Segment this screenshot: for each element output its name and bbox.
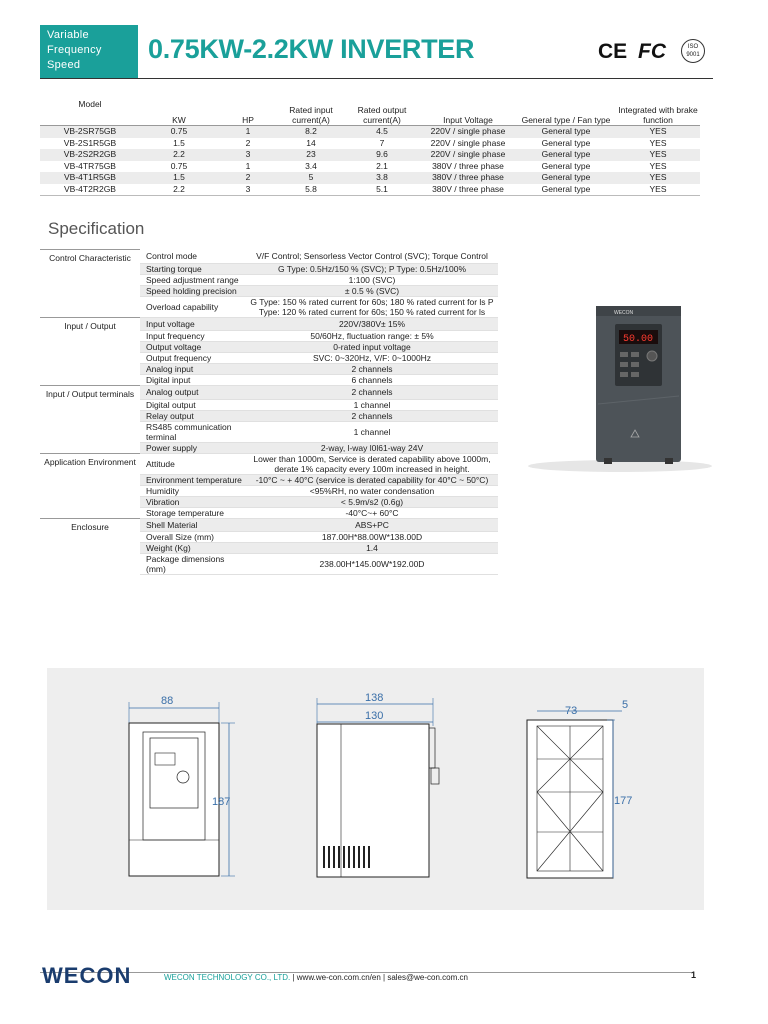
spec-row <box>40 250 498 264</box>
table-cell: 3.4 <box>305 160 317 171</box>
back-width-label: 73 <box>565 705 578 717</box>
spec-category <box>40 554 140 575</box>
footer-links[interactable]: | www.we-con.com.cn/en | sales@we-con.com.cn <box>290 973 468 982</box>
ce-mark-icon: CE <box>598 40 628 63</box>
spec-parameter: Power supply <box>140 442 246 453</box>
spec-category <box>40 263 140 274</box>
table-cell: YES <box>616 149 700 161</box>
table-cell: General type <box>516 149 616 161</box>
spec-category <box>40 532 140 543</box>
table-cell: 14 <box>306 137 316 148</box>
spec-value: < 5.9m/s2 (0.6g) <box>246 496 498 507</box>
table-cell: 1 <box>218 126 278 138</box>
spec-category <box>40 375 140 386</box>
spec-value: 2 channels <box>246 386 498 400</box>
inverter-foot <box>604 458 612 464</box>
spec-parameter: Speed holding precision <box>140 285 246 296</box>
spec-parameter: RS485 communication terminal <box>140 421 246 442</box>
spec-value: ABS+PC <box>246 518 498 532</box>
spec-value: -40°C~+ 60°C <box>246 507 498 518</box>
spec-value: Lower than 1000m, Service is derated capability above 1000m, derate 1% capacity every 100m increased in height. <box>246 453 498 474</box>
spec-value: 6 channels <box>246 375 498 386</box>
table-row <box>40 184 700 196</box>
spec-category <box>40 285 140 296</box>
led-display-value: 50.00 <box>623 334 654 345</box>
table-row <box>40 161 700 173</box>
front-height-label: 187 <box>212 796 231 808</box>
table-cell: 220V / single phase <box>420 149 516 161</box>
spec-row <box>40 485 498 496</box>
spec-value: 2-way, l-way l0l61-way 24V <box>246 442 498 453</box>
spec-value: 1.4 <box>246 543 498 554</box>
table-cell: 220V / single phase <box>420 126 516 138</box>
side-connector <box>431 768 439 784</box>
page-title: 0.75KW-2.2KW INVERTER <box>148 34 475 64</box>
keypad-button-icon <box>620 352 628 357</box>
table-cell: 3 <box>218 149 278 161</box>
spec-parameter: Analog input <box>140 364 246 375</box>
table-cell: VB-4T2R2GB <box>40 184 140 196</box>
table-row <box>40 149 700 161</box>
table-cell: 5 <box>278 172 344 184</box>
side-protrusion <box>429 728 435 768</box>
spec-parameter: Shell Material <box>140 518 246 532</box>
spec-row <box>40 421 498 442</box>
table-cell: YES <box>616 184 700 196</box>
spec-category <box>40 296 140 317</box>
side-view-drawing <box>317 692 439 877</box>
spec-value: ± 0.5 % (SVC) <box>246 285 498 296</box>
spec-row <box>40 386 498 400</box>
spec-value: G Type: 0.5Hz/150 % (SVC); P Type: 0.5Hz/100% <box>246 263 498 274</box>
spec-row <box>40 474 498 485</box>
spec-row <box>40 274 498 285</box>
spec-parameter: Package dimensions (mm) <box>140 554 246 575</box>
spec-category <box>40 364 140 375</box>
spec-value: <95%RH, no water condensation <box>246 485 498 496</box>
page-number: 1 <box>691 970 697 980</box>
spec-value: 1 channel <box>246 399 498 410</box>
spec-category <box>40 507 140 518</box>
spec-row <box>40 263 498 274</box>
table-row <box>40 138 700 150</box>
table-cell: 4.5 <box>344 126 420 138</box>
model-table <box>40 97 700 196</box>
spec-category <box>40 474 140 485</box>
spec-row <box>40 285 498 296</box>
spec-category: Application Environment <box>40 453 140 474</box>
back-offset-label: 5 <box>622 699 629 711</box>
table-cell: 380V / three phase <box>420 172 516 184</box>
spec-row <box>40 331 498 342</box>
spec-parameter: Humidity <box>140 485 246 496</box>
table-row <box>40 172 700 184</box>
logo-text: WECON <box>42 963 132 988</box>
table-cell: General type <box>516 184 616 196</box>
spec-row <box>40 353 498 364</box>
table-cell: 0.75 <box>140 126 218 138</box>
table-cell: VB-2SR75GB <box>40 126 140 138</box>
spec-value: SVC: 0~320Hz, V/F: 0~1000Hz <box>246 353 498 364</box>
back-view-drawing <box>527 699 632 878</box>
table-cell: VB-2S2R2GB <box>40 149 140 161</box>
dimension-drawings <box>47 668 704 910</box>
spec-category <box>40 543 140 554</box>
table-cell: 1 <box>245 160 251 171</box>
col-header: Rated output current(A) <box>357 105 407 125</box>
table-cell: YES <box>649 137 667 148</box>
table-cell: General type <box>541 137 591 148</box>
back-height-label: 177 <box>614 795 633 807</box>
spec-value: 238.00H*145.00W*192.00D <box>246 554 498 575</box>
spec-row <box>40 317 498 331</box>
keypad-button-icon <box>631 362 639 367</box>
spec-row <box>40 375 498 386</box>
table-cell: VB-4TR75GB <box>64 160 116 171</box>
spec-category <box>40 342 140 353</box>
specification-table <box>40 249 498 575</box>
table-cell: 2.2 <box>140 184 218 196</box>
spec-row <box>40 554 498 575</box>
spec-parameter: Input frequency <box>140 331 246 342</box>
spec-value: 2 channels <box>246 364 498 375</box>
model-table-header <box>40 97 700 126</box>
table-cell: 2.1 <box>376 160 388 171</box>
spec-parameter: Weight (Kg) <box>140 543 246 554</box>
spec-row <box>40 442 498 453</box>
spec-row <box>40 518 498 532</box>
table-cell: 1.5 <box>173 137 185 148</box>
inverter-top-cap <box>596 306 681 316</box>
spec-row <box>40 410 498 421</box>
table-cell: 2 <box>245 137 251 148</box>
spec-row <box>40 532 498 543</box>
spec-row <box>40 296 498 317</box>
spec-value: 187.00H*88.00W*138.00D <box>246 532 498 543</box>
spec-parameter: Vibration <box>140 496 246 507</box>
spec-row <box>40 507 498 518</box>
spec-category: Enclosure <box>40 518 140 532</box>
category-line-1: Variable <box>47 29 89 41</box>
table-cell: 3.8 <box>344 172 420 184</box>
inverter-product-image <box>520 300 720 475</box>
table-cell: 2.2 <box>140 149 218 161</box>
spec-parameter: Overload capability <box>140 296 246 317</box>
spec-category: Input / Output terminals <box>40 386 140 400</box>
keypad-knob-icon <box>647 351 657 361</box>
spec-value: 1 channel <box>246 421 498 442</box>
spec-category <box>40 485 140 496</box>
spec-parameter: Output frequency <box>140 353 246 364</box>
col-header: HP <box>242 115 254 125</box>
table-cell: 1.5 <box>140 172 218 184</box>
footer-company: WECON TECHNOLOGY CO., LTD. <box>164 973 291 982</box>
table-cell: 7 <box>379 137 385 148</box>
spec-parameter: Environment temperature <box>140 474 246 485</box>
header-divider <box>40 78 713 79</box>
spec-parameter: Overall Size (mm) <box>140 532 246 543</box>
spec-parameter: Input voltage <box>140 317 246 331</box>
spec-row <box>40 399 498 410</box>
spec-category: Control Characteristic <box>40 250 140 264</box>
side-depth-outer-label: 138 <box>365 692 384 704</box>
col-header: Input Voltage <box>443 115 493 125</box>
spec-value: -10°C ~ + 40°C (service is derated capability for 40°C ~ 50°C) <box>246 474 498 485</box>
table-cell: 0.75 <box>170 160 188 171</box>
spec-category <box>40 421 140 442</box>
spec-category <box>40 410 140 421</box>
table-row <box>40 126 700 138</box>
iso-certification-icon: ISO 9001 <box>681 39 705 63</box>
table-cell: 2 <box>218 172 278 184</box>
spec-parameter: Digital input <box>140 375 246 386</box>
spec-row <box>40 364 498 375</box>
front-view-outline <box>129 723 219 876</box>
front-width-label: 88 <box>161 695 174 707</box>
spec-row <box>40 342 498 353</box>
table-cell: General type <box>541 160 591 171</box>
spec-category: Input / Output <box>40 317 140 331</box>
col-header: Rated input current(A) <box>289 105 333 125</box>
table-cell: 3 <box>218 184 278 196</box>
footer-contact <box>164 973 468 982</box>
keypad-button-icon <box>631 352 639 357</box>
table-cell: 5.8 <box>278 184 344 196</box>
spec-value: 50/60Hz, fluctuation range: ± 5% <box>246 331 498 342</box>
front-view-drawing <box>129 695 235 876</box>
category-line-3: Speed <box>47 59 81 71</box>
spec-parameter: Attitude <box>140 453 246 474</box>
spec-row <box>40 543 498 554</box>
spec-category <box>40 496 140 507</box>
spec-row <box>40 453 498 474</box>
table-cell: General type <box>516 126 616 138</box>
table-cell: 380V / three phase <box>432 160 504 171</box>
table-cell: YES <box>616 172 700 184</box>
col-header: Model <box>78 99 102 109</box>
table-cell: VB-4T1R5GB <box>40 172 140 184</box>
spec-parameter: Output voltage <box>140 342 246 353</box>
spec-parameter: Relay output <box>140 410 246 421</box>
fc-mark-icon: FC <box>638 40 666 63</box>
table-cell: 8.2 <box>278 126 344 138</box>
spec-value: G Type: 150 % rated current for 60s; 180 % rated current for ls P Type: 120 % rated current for 60s; 150 % rated current for ls <box>246 296 498 317</box>
keypad-button-icon <box>631 372 639 377</box>
product-brand: WECON <box>614 310 634 316</box>
spec-parameter: Speed adjustment range <box>140 274 246 285</box>
category-line-2: Frequency <box>47 44 102 56</box>
table-cell: General type <box>516 172 616 184</box>
spec-row <box>40 496 498 507</box>
side-depth-inner-label: 130 <box>365 710 384 722</box>
spec-value: V/F Control; Sensorless Vector Control (SVC); Torque Control <box>246 250 498 264</box>
category-label <box>40 25 138 78</box>
table-cell: VB-2S1R5GB <box>63 137 117 148</box>
spec-category <box>40 442 140 453</box>
spec-parameter: Starting torque <box>140 263 246 274</box>
spec-category <box>40 331 140 342</box>
col-header: General type / Fan type <box>521 115 611 125</box>
spec-value: 220V/380V± 15% <box>246 317 498 331</box>
spec-parameter: Control mode <box>140 250 246 264</box>
spec-parameter: Digital output <box>140 399 246 410</box>
spec-category <box>40 399 140 410</box>
spec-category <box>40 353 140 364</box>
spec-parameter: Analog output <box>140 386 246 400</box>
table-cell: YES <box>649 160 667 171</box>
table-cell: YES <box>616 126 700 138</box>
wecon-logo <box>42 962 154 988</box>
section-title: Specification <box>48 219 145 238</box>
spec-category <box>40 274 140 285</box>
inverter-foot <box>665 458 673 464</box>
table-cell: 9.6 <box>344 149 420 161</box>
col-header: Integrated with brake function <box>618 105 698 125</box>
table-cell: 220V / single phase <box>430 137 506 148</box>
table-cell: 5.1 <box>344 184 420 196</box>
spec-value: 0-rated input voltage <box>246 342 498 353</box>
spec-value: 2 channels <box>246 410 498 421</box>
col-header: KW <box>172 115 186 125</box>
keypad-button-icon <box>620 372 628 377</box>
spec-parameter: Storage temperature <box>140 507 246 518</box>
spec-value: 1:100 (SVC) <box>246 274 498 285</box>
table-cell: 380V / three phase <box>420 184 516 196</box>
table-cell: 23 <box>278 149 344 161</box>
keypad-button-icon <box>620 362 628 367</box>
